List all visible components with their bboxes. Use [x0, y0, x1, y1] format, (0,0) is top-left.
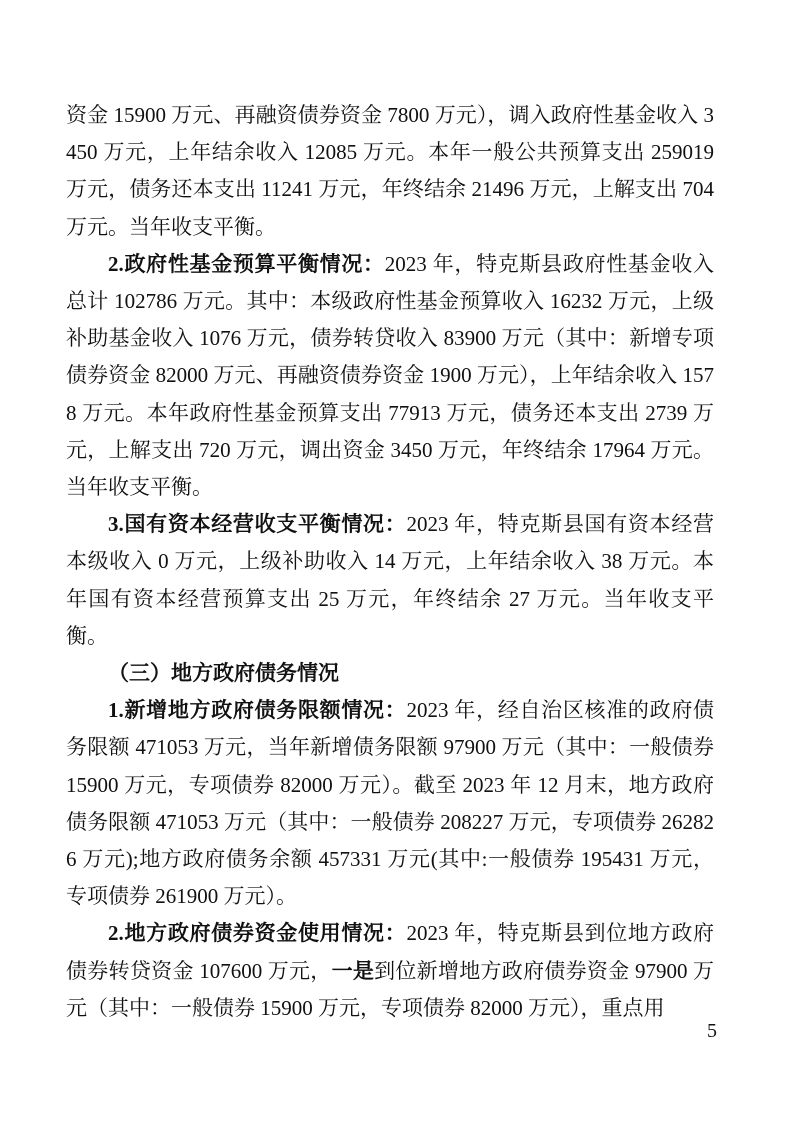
text-run: 2023 年，特克斯县到位地方政府债券转贷资金 107600 万元， — [66, 921, 715, 983]
para-state-capital-balance — [66, 506, 714, 655]
heading-local-govt-debt — [66, 655, 714, 692]
para-govt-fund-budget-balance — [66, 246, 714, 506]
text-run: 2023 年，特克斯县国有资本经营本级收入 0 万元，上级补助收入 14 万元，上年结余收入 38 万元。本年国有资本经营预算支出 25 万元，年终结余 27 万元。当年收支平衡。 — [66, 512, 715, 648]
text-run: 到位新增地方政府债券资金 97900 万元（其中：一般债券 15900 万元，专项债券 82000 万元），重点用 — [66, 958, 715, 1020]
para-new-debt-limit — [66, 692, 714, 915]
page-number: 5 — [707, 1020, 717, 1042]
document-body — [66, 97, 714, 1027]
text-run-bold: 1.新增地方政府债务限额情况： — [108, 698, 407, 723]
text-run-bold: （三）地方政府债务情况 — [108, 661, 339, 686]
text-run: 2023 年，经自治区核准的政府债务限额 471053 万元，当年新增债务限额 97900 万元（其中：一般债券 15900 万元，专项债券 82000 万元）。截至 2023 年 12 月末，地方政府债务限额 471053 万元（其中：一般债券 208227 万元，专项债券 262826 万元);地方政府债务余额 457331 万元(其中:一般债券 195431 万元，专项债券 261900 万元）。 — [66, 698, 715, 909]
text-run-bold: 一是 — [331, 958, 375, 983]
text-run-bold: 2.政府性基金预算平衡情况： — [108, 251, 385, 276]
para-bond-funds-usage — [66, 915, 714, 1027]
text-run: 2023 年，特克斯县政府性基金收入总计 102786 万元。其中：本级政府性基金预算收入 16232 万元，上级补助基金收入 1076 万元，债券转贷收入 83900 万元（其中：新增专项债券资金 82000 万元、再融资债券资金 1900 万元），上年结余收入 1578 万元。本年政府性基金预算支出 77913 万元，债务还本支出 2739 万元，上解支出 720 万元，调出资金 3450 万元，年终结余 17964 万元。当年收支平衡。 — [66, 251, 714, 500]
text-run: 资金 15900 万元、再融资债券资金 7800 万元），调入政府性基金收入 3450 万元，上年结余收入 12085 万元。本年一般公共预算支出 259019 万元，债务还本支出 11241 万元，年终结余 21496 万元，上解支出 704 万元。当年收支平衡。 — [66, 103, 714, 239]
para-general-budget-balance-continued — [66, 97, 714, 246]
text-run-bold: 2.地方政府债券资金使用情况： — [108, 921, 407, 946]
text-run-bold: 3.国有资本经营收支平衡情况： — [108, 512, 407, 537]
